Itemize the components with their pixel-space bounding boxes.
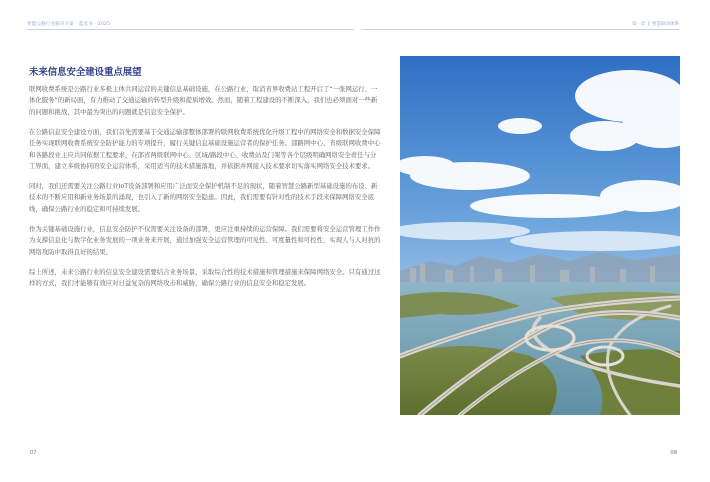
article-title: 未来信息安全建设重点展望 (29, 67, 142, 78)
header-separator (648, 21, 649, 26)
article-body (29, 84, 381, 298)
header-right (632, 21, 679, 27)
paragraph: 在公路信息安全建设方面，我们首先需要基于交通运输部整体部署的联网收费系统优化升级工程中的网络安全和数据安全保障任务实现联网收费系统安全防护能力的专项提升，履行关键信息基础设施运营者的保护任务。部路网中心、省级联网收费中心和各路段业主应共同依据工程要求，在部省两级联网中心、区域/路段中心、收费站及门架等各个层级明确网络安全责任与分工界面，建立多级协同的安全运营体系，采用适当的技术措施落地，并依据并网接入技术要求切实落实网络安全技术要求。 (29, 127, 381, 171)
paragraph: 同时，我们还需要关注公路行业IoT设备部署和应用广泛而安全保护机制不足的现状，随着智慧公路新型基础设施的布设、新技术的不断应用和新业务场景的涌现，也引入了新的网络安全隐患。因此，我们需要有针对性的技术手段来保障网络安全底线，确保公路行业的稳定和可持续发展。 (29, 182, 378, 213)
paragraph: 综上所述，未来公路行业的信息安全建设需要结合业务场景，采取综合性的技术措施和管理措施来保障网络安全。只有通过这样的方式，我们才能够有效应对日益复杂的网络攻击和威胁，确保公路行业的信息安全和稳定发展。 (29, 267, 381, 288)
page-number-left: 07 (30, 450, 37, 456)
page-number-right: 08 (670, 450, 677, 456)
header-left-text: 智能公路行业解决方案 · 蓝皮书 · 2025 (27, 22, 111, 27)
paragraph: 联网收费系统是公路行业多极主体共同运营的关键信息基础设施，在公路行业，取消省界收费站工程开启了“一张网运行、一体化服务”的新局面，有力推动了交通运输的转型升级和提质增效。然而，随着工程建设的不断深入，我们也必须面对一些新的问题和挑战，其中最为突出的问题就是信息安全保护。 (29, 85, 378, 116)
highway-interchange-photo (400, 56, 680, 415)
header-divider-right (362, 29, 679, 30)
header-section: 智慧联动体系 (652, 22, 679, 27)
header-chapter: 第一章 (631, 22, 646, 27)
header-divider-left (27, 29, 354, 30)
paragraph: 作为关键基础设施行业，信息安全防护不仅需要关注设备的部署，更应注重持续的运营保障。我们需要将安全运营管理工作作为支撑信息化与数字化业务发展的一项业务来开展，通过加强安全运营管理的可见性、可度量性和可控性，实现人与人对抗的网络攻防中取得良好的结果。 (29, 224, 381, 256)
